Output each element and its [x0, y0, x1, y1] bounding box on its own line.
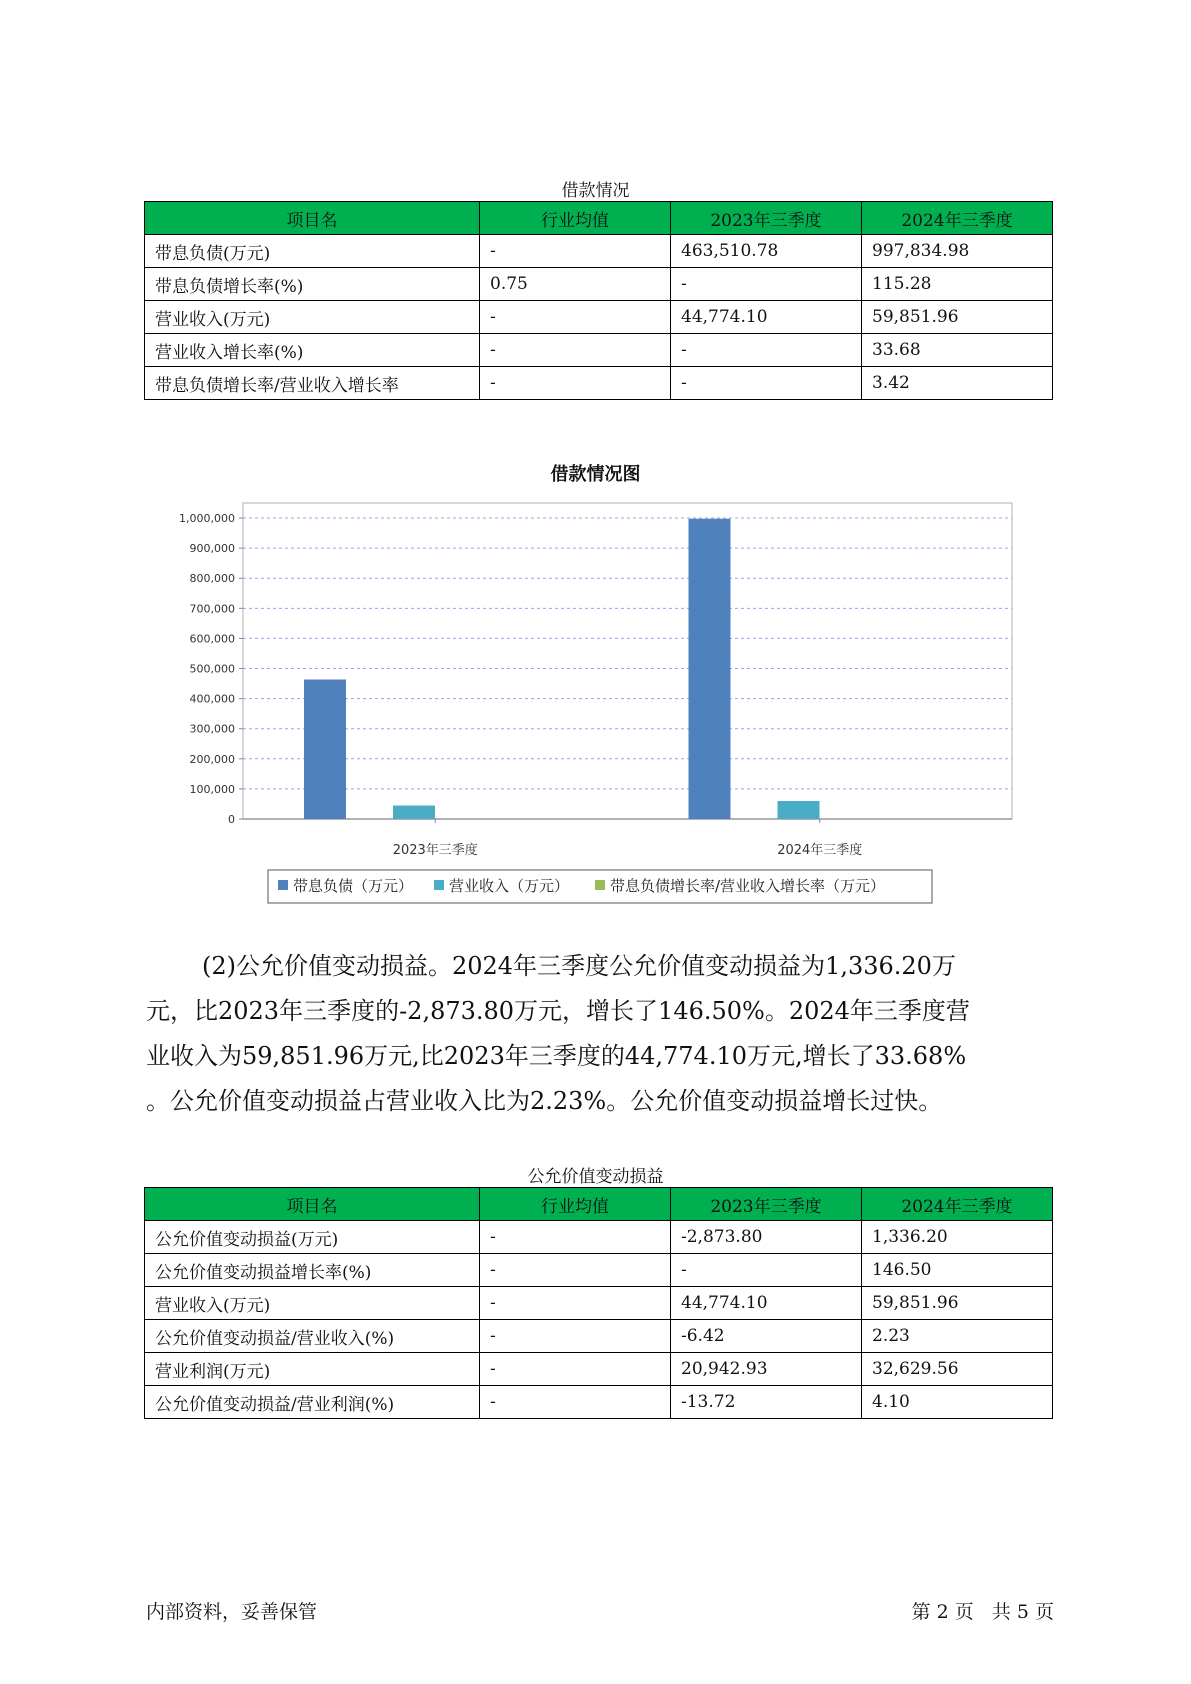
- y-tick-label: 0: [228, 813, 235, 826]
- y-tick-label: 700,000: [189, 602, 235, 616]
- bar: [304, 680, 346, 819]
- table-cell: 44,774.10: [671, 1287, 862, 1320]
- table-cell: 公允价值变动损益(万元): [145, 1221, 480, 1254]
- table-cell: -: [480, 1386, 671, 1419]
- table-cell: -: [480, 1254, 671, 1287]
- legend-swatch: [434, 880, 444, 890]
- header-industry-average: 行业均值: [480, 1188, 671, 1221]
- table1-caption: 借款情况: [561, 181, 630, 201]
- table-row: [145, 1320, 1053, 1353]
- header-item-name: 项目名: [145, 1188, 480, 1221]
- table-cell: -: [480, 301, 671, 334]
- table-row: [145, 1254, 1053, 1287]
- fair-value-table: [144, 1187, 1053, 1419]
- table-cell: -6.42: [671, 1320, 862, 1353]
- table-cell: 营业利润(万元): [145, 1353, 480, 1386]
- table-cell: -: [480, 1353, 671, 1386]
- table-cell: -: [671, 367, 862, 400]
- header-2023-q3: 2023年三季度: [671, 202, 862, 235]
- plot-area: [243, 503, 1012, 819]
- y-tick-label: 800,000: [189, 572, 235, 586]
- y-tick-label: 1,000,000: [179, 512, 235, 526]
- table-cell: 463,510.78: [671, 235, 862, 268]
- legend-swatch: [595, 880, 605, 890]
- table-cell: 公允价值变动损益/营业收入(%): [145, 1320, 480, 1353]
- table-cell: -: [480, 367, 671, 400]
- header-2024-q3: 2024年三季度: [862, 1188, 1053, 1221]
- table-cell: 带息负债(万元): [145, 235, 480, 268]
- table-cell: 146.50: [862, 1254, 1053, 1287]
- table-cell: 0.75: [480, 268, 671, 301]
- bar: [778, 801, 820, 819]
- table-cell: -: [671, 334, 862, 367]
- y-tick-label: 100,000: [189, 782, 235, 796]
- y-tick-label: 400,000: [189, 692, 235, 706]
- table-cell: -: [671, 1254, 862, 1287]
- paragraph-line: 元，比2023年三季度的-2,873.80万元，增长了146.50%。2024年三季度营: [146, 997, 970, 1025]
- table-cell: 44,774.10: [671, 301, 862, 334]
- paragraph-line: 。公允价值变动损益占营业收入比为2.23%。公允价值变动损益增长过快。: [146, 1087, 943, 1115]
- x-tick-label: 2023年三季度: [392, 843, 478, 858]
- chart-title: 借款情况图: [550, 464, 641, 485]
- header-2024-q3: 2024年三季度: [862, 202, 1053, 235]
- table-row: [145, 1287, 1053, 1320]
- table-cell: -13.72: [671, 1386, 862, 1419]
- table-cell: 997,834.98: [862, 235, 1053, 268]
- table-row: [145, 1221, 1053, 1254]
- table-cell: 59,851.96: [862, 1287, 1053, 1320]
- table-cell: -: [480, 235, 671, 268]
- y-tick-label: 500,000: [189, 662, 235, 676]
- y-tick-label: 900,000: [189, 542, 235, 556]
- table-cell: 115.28: [862, 268, 1053, 301]
- bar: [393, 806, 435, 819]
- table-cell: 带息负债增长率/营业收入增长率: [145, 367, 480, 400]
- table-cell: -: [480, 1287, 671, 1320]
- table-cell: -: [480, 334, 671, 367]
- table-cell: -: [671, 268, 862, 301]
- legend-swatch: [278, 880, 288, 890]
- table-cell: -2,873.80: [671, 1221, 862, 1254]
- x-tick-label: 2024年三季度: [777, 843, 863, 858]
- table-cell: 营业收入(万元): [145, 1287, 480, 1320]
- table-cell: -: [480, 1320, 671, 1353]
- table-cell: 3.42: [862, 367, 1053, 400]
- legend-label: 营业收入（万元）: [449, 877, 570, 895]
- table-cell: 1,336.20: [862, 1221, 1053, 1254]
- table-cell: 32,629.56: [862, 1353, 1053, 1386]
- header-item-name: 项目名: [145, 202, 480, 235]
- table-cell: 带息负债增长率(%): [145, 268, 480, 301]
- table2-caption: 公允价值变动损益: [527, 1167, 664, 1187]
- table-row: [145, 1386, 1053, 1419]
- y-tick-label: 600,000: [189, 632, 235, 646]
- table-cell: 20,942.93: [671, 1353, 862, 1386]
- table-cell: 33.68: [862, 334, 1053, 367]
- table-row: [145, 1353, 1053, 1386]
- legend-label: 带息负债（万元）: [293, 877, 414, 895]
- fair-value-paragraph: [146, 944, 1056, 1124]
- table-cell: 2.23: [862, 1320, 1053, 1353]
- paragraph-line: 业收入为59,851.96万元,比2023年三季度的44,774.10万元,增长了33.68%: [146, 1042, 967, 1070]
- table-cell: 公允价值变动损益增长率(%): [145, 1254, 480, 1287]
- footer-page-number: 第 2 页 共 5 页: [911, 1601, 1054, 1623]
- header-industry-average: 行业均值: [480, 202, 671, 235]
- table-cell: 营业收入(万元): [145, 301, 480, 334]
- table-cell: 公允价值变动损益/营业利润(%): [145, 1386, 480, 1419]
- table-cell: 59,851.96: [862, 301, 1053, 334]
- paragraph-line: (2)公允价值变动损益。2024年三季度公允价值变动损益为1,336.20万: [202, 952, 956, 980]
- bar: [689, 519, 731, 819]
- y-tick-label: 200,000: [189, 752, 235, 766]
- legend-label: 带息负债增长率/营业收入增长率（万元）: [610, 877, 886, 895]
- y-tick-label: 300,000: [189, 722, 235, 736]
- table-cell: -: [480, 1221, 671, 1254]
- header-2023-q3: 2023年三季度: [671, 1188, 862, 1221]
- table-cell: 营业收入增长率(%): [145, 334, 480, 367]
- table-cell: 4.10: [862, 1386, 1053, 1419]
- footer-confidential: 内部资料，妥善保管: [146, 1601, 318, 1623]
